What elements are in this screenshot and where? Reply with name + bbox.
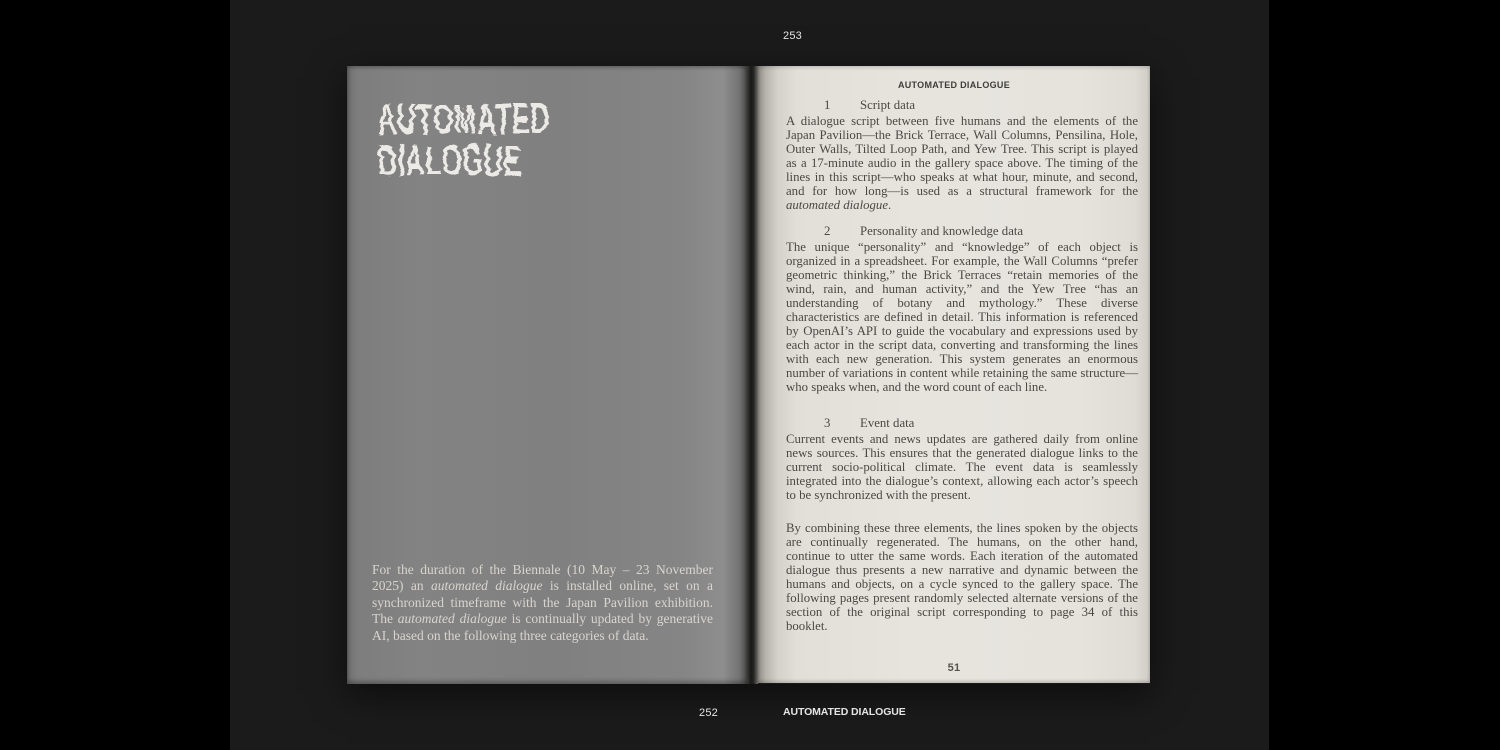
book-spread <box>347 66 1150 684</box>
distorted-title-graphic <box>371 92 601 202</box>
section-heading <box>786 98 1138 112</box>
top-folio: 253 <box>783 30 802 42</box>
photo-backdrop <box>230 0 1269 750</box>
title-line-2: DIALOGUE <box>376 133 521 184</box>
section-title: Script data <box>860 98 916 112</box>
section-number: 3 <box>824 416 831 430</box>
section-body: Current events and news updates are gathered daily from online news sources. This ensures that the generated dialogue links to the current socio-political climate. The event data is seamlessly integrated into the dialogue’s context, allowing each actor’s speech to be synchronized with the present. <box>786 432 1138 502</box>
section-script-data <box>786 98 1138 212</box>
section-title: Personality and knowledge data <box>860 224 1024 238</box>
section-body: The unique “personality” and “knowledge” of each object is organized in a spreadsheet. For example, the Wall Columns “prefer geometric thinking,” the Brick Terraces “retain memories of the wind, rain, and human activity,” and the Yew Tree “has an understanding of botany and mythology.” These diverse characteristics are defined in detail. This information is referenced by OpenAI’s API to guide the vocabulary and expressions used by each actor in the script data, converting and transforming the lines with each new generation. This system generates an enormous number of variations in content while retaining the same structure—who speaks when, and the word count of each line. <box>786 240 1138 394</box>
section-body: A dialogue script between five humans and the elements of the Japan Pavilion—the Brick Terrace, Wall Columns, Pensilina, Hole, Outer Walls, Tilted Loop Path, and Yew Tree. This script is played as a 17-minute audio in the gallery space above. The timing of the lines in this script—who speaks at what hour, minute, and second, and for how long—is used as a structural framework for the automated dialogue. <box>786 114 1138 212</box>
section-personality-data <box>786 224 1138 394</box>
section-number: 1 <box>824 98 831 112</box>
section-number: 2 <box>824 224 831 238</box>
intro-paragraph: For the duration of the Biennale (10 May – 23 November 2025) an automated dialogue is installed online, set on a synchronized timeframe with the Japan Pavilion exhibition. The automated dialogue is continually updated by generative AI, based on the following three categories of data. <box>372 562 713 643</box>
title-line-1: AUTOMATED <box>376 92 548 142</box>
left-page <box>347 66 747 684</box>
right-page-folio: 51 <box>947 662 961 674</box>
bottom-caption: AUTOMATED DIALOGUE <box>783 706 906 718</box>
right-page <box>758 66 1150 683</box>
page-gutter <box>747 66 758 684</box>
bottom-folio: 252 <box>699 707 718 719</box>
running-head: AUTOMATED DIALOGUE <box>897 80 1011 90</box>
section-heading <box>786 224 1138 238</box>
section-event-data <box>786 416 1138 502</box>
section-heading <box>786 416 1138 430</box>
closing-paragraph: By combining these three elements, the lines spoken by the objects are continually regenerated. The humans, on the other hand, continue to utter the same words. Each iteration of the automated dialogue thus presents a new narrative and dynamic between the humans and objects, on a cycle synced to the gallery space. The following pages present randomly selected alternate versions of the section of the original script corresponding to page 34 of this booklet. <box>786 521 1138 633</box>
section-title: Event data <box>860 416 915 430</box>
